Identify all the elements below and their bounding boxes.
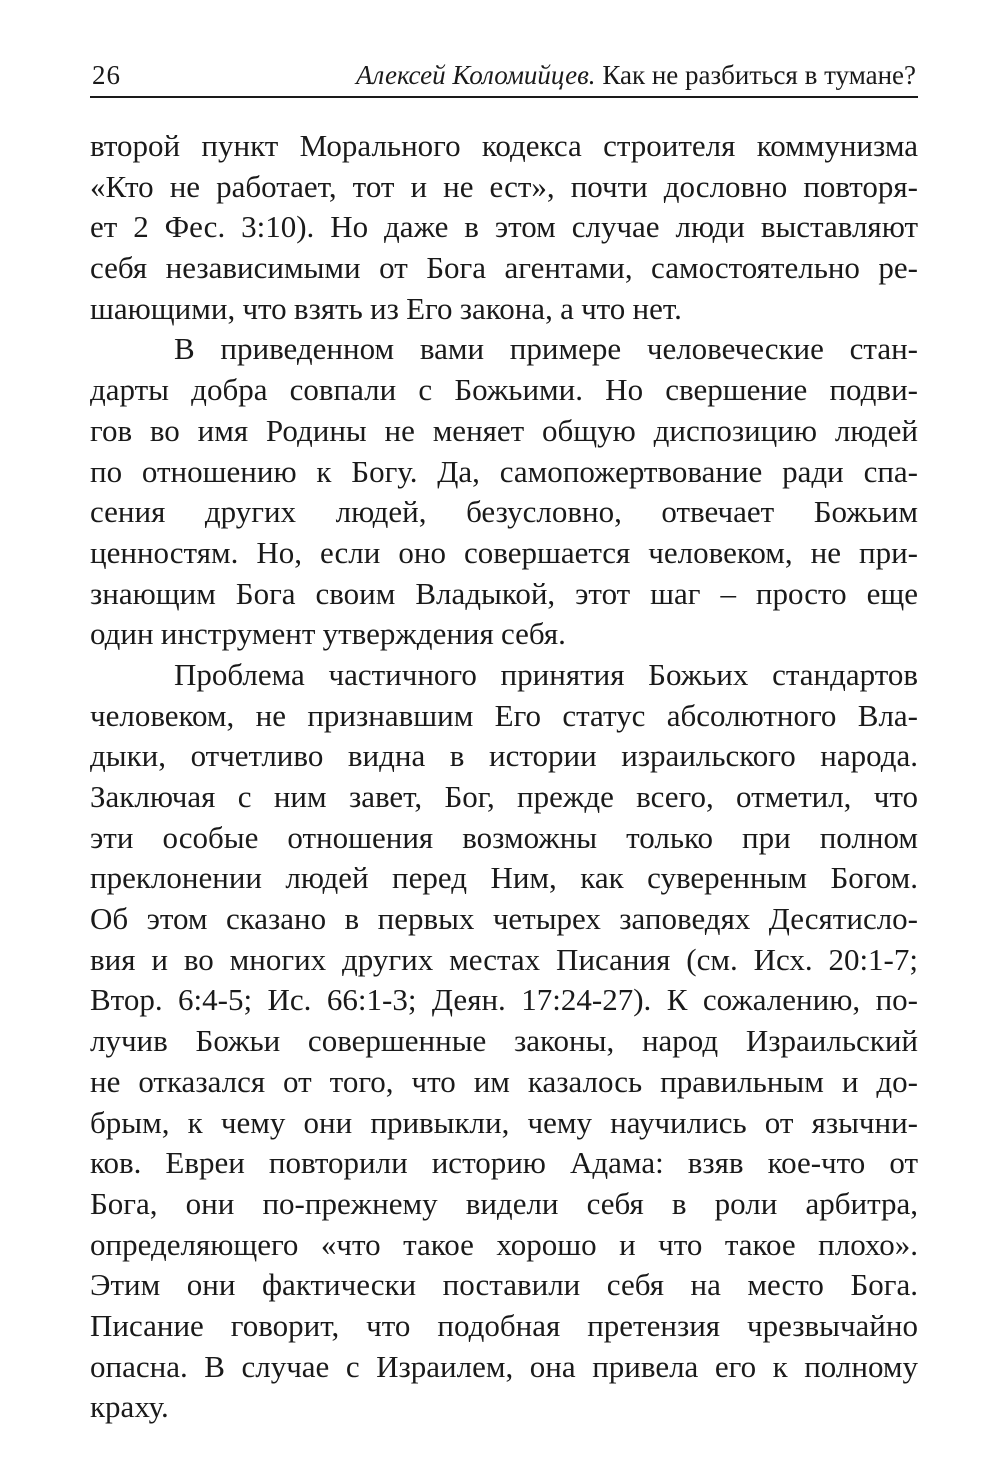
text-line: В приведенном вами примере человеческие стан- <box>174 331 918 367</box>
text-line: Об этом сказано в первых четырех заповедях Десятисло- <box>90 901 918 937</box>
text-line: один инструмент утверждения себя. <box>90 616 566 652</box>
text-line: Втор. 6:4-5; Ис. 66:1-3; Деян. 17:24-27). К сожалению, по- <box>90 982 918 1018</box>
text-line: ков. Евреи повторили историю Адама: взяв кое-что от <box>90 1145 918 1181</box>
text-line: сения других людей, безусловно, отвечает Божьим <box>90 494 918 530</box>
text-line: дыки, отчетливо видна в истории израильского народа. <box>90 738 918 774</box>
text-line: шающими, что взять из Его закона, а что нет. <box>90 290 682 326</box>
text-line: второй пункт Морального кодекса строителя коммунизма <box>90 128 918 163</box>
text-line: ценностям. Но, если оно совершается человеком, не при- <box>90 534 918 570</box>
running-title-book: Как не разбиться в тумане? <box>602 60 916 90</box>
running-title <box>356 58 916 92</box>
text-line: определяющего «что такое хорошо и что такое плохо». <box>90 1226 918 1262</box>
running-title-author: Алексей Коломийцев. <box>356 60 596 90</box>
text-line: опасна. В случае с Израилем, она привела его к полному <box>90 1348 918 1384</box>
text-line: знающим Бога своим Владыкой, этот шаг – просто еще <box>90 575 918 611</box>
text-line: не отказался от того, что им казалось правильным и до- <box>90 1063 918 1099</box>
body-text <box>90 126 918 1428</box>
text-line: Этим они фактически поставили себя на место Бога. <box>90 1267 918 1303</box>
text-line: преклонении людей перед Ним, как суверенным Богом. <box>90 860 918 896</box>
paragraph <box>90 126 918 329</box>
text-line: эти особые отношения возможны только при полном <box>90 819 918 855</box>
paragraph <box>90 329 918 655</box>
text-line: «Кто не работает, тот и не ест», почти дословно повторя- <box>90 168 918 204</box>
text-line: вия и во многих других местах Писания (см. Исх. 20:1-7; <box>90 941 918 977</box>
page-number: 26 <box>92 60 121 90</box>
text-line: ет 2 Фес. 3:10). Но даже в этом случае люди выставляют <box>90 209 918 245</box>
text-line: брым, к чему они привыкли, чему научились от язычни- <box>90 1104 918 1140</box>
text-line: Заключая с ним завет, Бог, прежде всего, отметил, что <box>90 779 918 814</box>
text-line: себя независимыми от Бога агентами, самостоятельно ре- <box>90 250 918 286</box>
paragraph <box>90 655 918 1428</box>
text-line: по отношению к Богу. Да, самопожертвование ради спа- <box>90 453 918 489</box>
text-line: Писание говорит, что подобная претензия чрезвычайно <box>90 1307 918 1343</box>
text-line: дарты добра совпали с Божьими. Но свершение подви- <box>90 372 918 408</box>
text-line: гов во имя Родины не меняет общую диспозицию людей <box>90 412 918 448</box>
text-line: лучив Божьи совершенные законы, народ Израильский <box>90 1023 918 1059</box>
running-header <box>90 56 918 98</box>
text-line: краху. <box>90 1389 169 1425</box>
text-line: человеком, не признавшим Его статус абсолютного Вла- <box>90 697 918 733</box>
text-line: Бога, они по-прежнему видели себя в роли арбитра, <box>90 1185 918 1221</box>
text-line: Проблема частичного принятия Божьих стандартов <box>174 656 918 692</box>
